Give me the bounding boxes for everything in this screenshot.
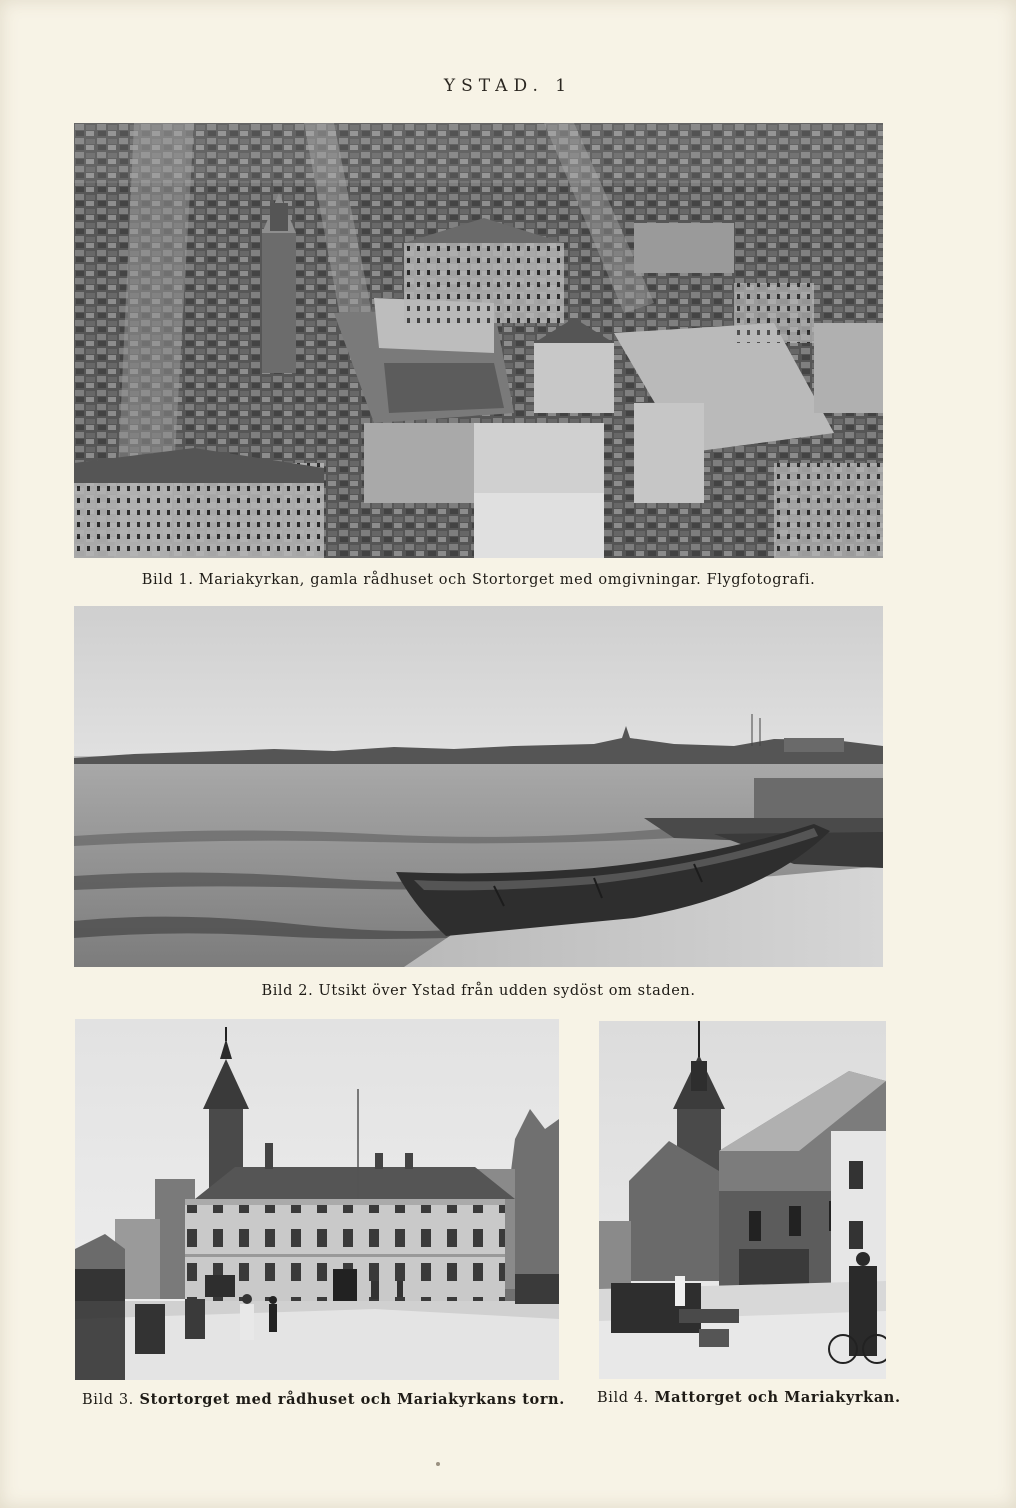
caption-bild-1 xyxy=(74,572,883,588)
photo-bild-1-aerial xyxy=(74,123,883,558)
church-market-image xyxy=(599,1021,886,1379)
page-speck xyxy=(436,1462,440,1466)
caption-text-bild-3: Stortorget med rådhuset och Mariakyrkans torn. xyxy=(139,1391,565,1408)
caption-number-bild-3: Bild 3. xyxy=(82,1392,134,1408)
caption-text-bild-4: Mattorget och Mariakyrkan. xyxy=(654,1389,901,1406)
shore-boat-image xyxy=(74,606,883,967)
caption-number-bild-1: Bild 1. xyxy=(141,572,194,588)
caption-text-bild-2: Utsikt över Ystad från udden sydöst om staden. xyxy=(318,983,696,999)
townhall-square-image xyxy=(75,1019,559,1380)
caption-bild-3 xyxy=(82,1391,565,1408)
caption-bild-4 xyxy=(597,1389,901,1406)
photo-bild-4-mattorget xyxy=(599,1021,886,1379)
caption-number-bild-2: Bild 2. xyxy=(261,983,314,999)
caption-bild-2 xyxy=(74,983,883,999)
running-head: YSTAD. 1 xyxy=(443,76,573,96)
photo-bild-3-stortorget xyxy=(75,1019,559,1380)
caption-text-bild-1: Mariakyrkan, gamla rådhuset och Stortorget med omgivningar. Flygfotografi. xyxy=(198,572,816,588)
aerial-town-image xyxy=(74,123,883,558)
caption-number-bild-4: Bild 4. xyxy=(597,1390,649,1406)
photo-bild-2-shore xyxy=(74,606,883,967)
